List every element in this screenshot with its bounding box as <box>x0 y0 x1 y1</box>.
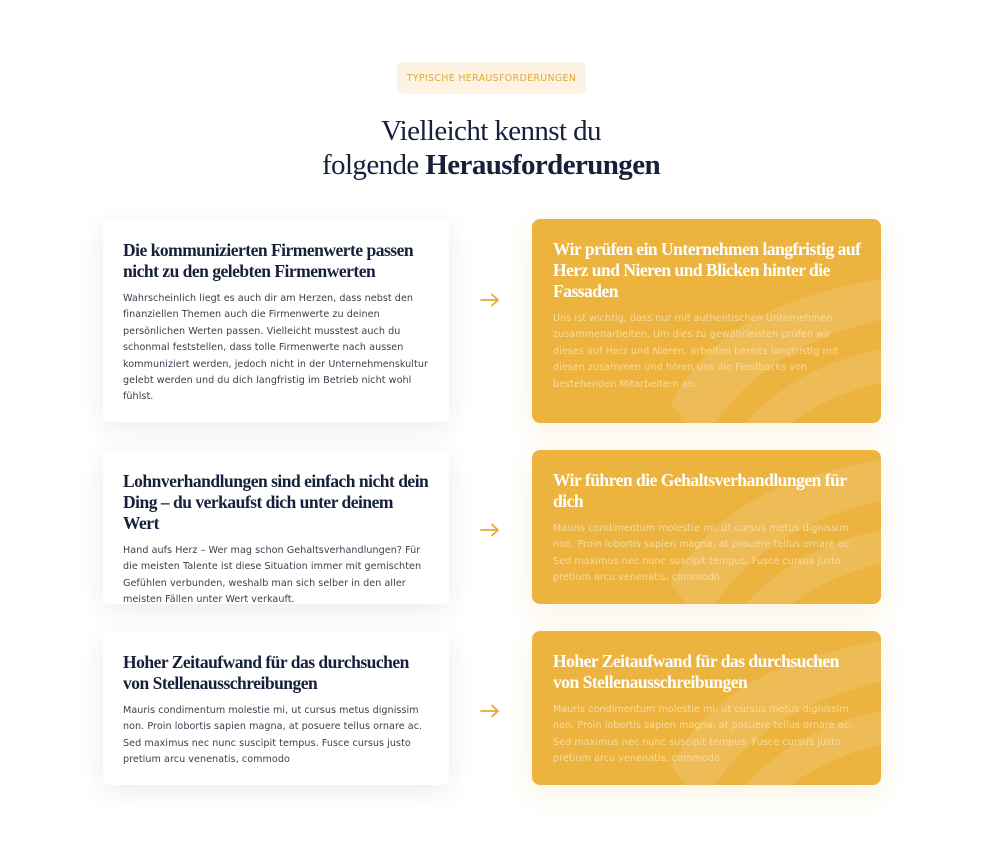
page-title-line2-bold: Herausforderungen <box>425 149 660 181</box>
arrow-right-icon <box>480 523 500 537</box>
arrow-right-icon <box>480 293 500 307</box>
problem-card <box>103 220 449 422</box>
solution-card-text: Uns ist wichtig, dass nur mit authentischen Unternehmen zusammenarbeiten. Um dies zu gewährleisten prüfen wir dieses auf Herz und Nieren, arbeiten bereits langfristig mit diesen zusammen und hören uns die Feedbacks von bestehenden Mitarbeitern an. <box>553 313 839 390</box>
problem-card-text: Mauris condimentum molestie mi, ut cursus metus dignissim non. Proin lobortis sapien magna, at posuere tellus ornare ac. Sed maximus nec nunc suscipit tempus. Fusce cursus justo pretium arcu venenatis, commodo <box>123 705 423 766</box>
page-title <box>0 114 982 182</box>
page-title-line1: Vielleicht kennst du <box>381 115 601 147</box>
problem-card <box>103 451 449 604</box>
solution-card-title: Hoher Zeitaufwand für das durchsuchen von Stellenausschreibungen <box>553 651 839 692</box>
solution-card <box>532 450 881 604</box>
page-title-line2-regular: folgende <box>322 149 419 181</box>
arrow-right-icon <box>480 704 500 718</box>
problem-card-title: Lohnverhandlungen sind einfach nicht dein Ding – du verkaufst dich unter deinem Wert <box>123 471 429 533</box>
solution-card-text: Mauris condimentum molestie mi, ut cursus metus dignissim non. Proin lobortis sapien magna, at posuere tellus ornare ac. Sed maximus nec nunc suscipit tempus. Fusce cursus justo pretium arcu venenatis, commodo <box>553 523 853 584</box>
problem-card <box>103 632 449 785</box>
section-badge <box>397 62 586 94</box>
section-badge-label: TYPISCHE HERAUSFORDERUNGEN <box>406 72 577 84</box>
solution-card <box>532 219 881 423</box>
solution-card-title: Wir führen die Gehaltsverhandlungen für dich <box>553 470 847 511</box>
solution-card <box>532 631 881 785</box>
solution-card-title: Wir prüfen ein Unternehmen langfristig auf Herz und Nieren und Blicken hinter die Fassaden <box>553 239 861 301</box>
problem-card-text: Hand aufs Herz – Wer mag schon Gehaltsverhandlungen? Für die meisten Talente ist diese Situation immer mit gemischten Gefühlen verbunden, weshalb man sich selber in den aller meisten Fällen unter Wert verkauft. <box>123 545 422 606</box>
problem-card-title: Hoher Zeitaufwand für das durchsuchen von Stellenausschreibungen <box>123 652 409 693</box>
solution-card-text: Mauris condimentum molestie mi, ut cursus metus dignissim non. Proin lobortis sapien magna, at posuere tellus ornare ac. Sed maximus nec nunc suscipit tempus. Fusce cursus justo pretium arcu venenatis, commodo <box>553 704 853 765</box>
problem-card-text: Wahrscheinlich liegt es auch dir am Herzen, dass nebst den finanziellen Themen auch die Firmenwerte zu deinen persönlichen Werten passen. Vielleicht musstest auch du schonmal feststellen, dass tolle Firmenwerte nach aussen kommuniziert werden, jedoch nicht in der Unternehmenskultur gelebt werden und du dich langfristig im Betrieb nicht wohl fühlst. <box>123 293 428 403</box>
problem-card-title: Die kommunizierten Firmenwerte passen nicht zu den gelebten Firmenwerten <box>123 240 414 281</box>
